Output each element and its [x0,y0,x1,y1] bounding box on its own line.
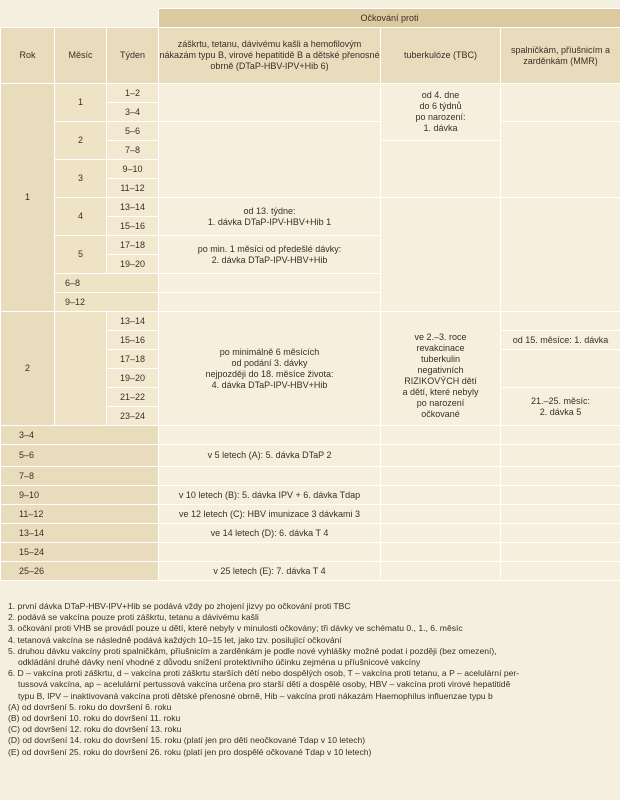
mmr-cell [501,562,620,581]
mmr-cell [501,84,620,122]
week-cell: 11–12 [107,179,159,198]
year-1: 1 [1,84,55,312]
week-cell: 17–18 [107,350,159,369]
tbc-cell [381,505,501,524]
footnotes [8,601,612,758]
year-2: 2 [1,312,55,426]
mmr-cell [501,505,620,524]
mmr-cell [501,122,620,198]
dtap-cell [159,426,381,445]
tbc-cell [381,543,501,562]
year-range: 7–8 [1,467,159,486]
footnote: 4. tetanová vakcína se následně podává každých 10–15 let, jako tzv. posilující očkování [8,634,342,645]
year-range: 3–4 [1,426,159,445]
year-range: 15–24 [1,543,159,562]
footnote: (D) od dovršení 14. roku do dovršení 15. roku (platí jen pro děti neočkované Tdap v 10 letech) [8,735,366,746]
dtap-cell [159,274,381,293]
footnote: (E) od dovršení 25. roku do dovršení 26. roku (platí jen pro dospělé očkované Tdap v 10 letech) [8,746,372,757]
tbc-first-dose: od 4. dne do 6 týdnů po narození: 1. dávka [381,84,501,141]
week-cell: 13–14 [107,198,159,217]
footnote: (B) od dovršení 10. roku do dovršení 11. roku [8,713,181,724]
footnote: typu B, IPV – inaktivovaná vakcína proti dětské přenosné obrně, Hib – vakcína proti nákazám Haemophilus influenzae typu b [18,690,493,701]
footnote: (A) od dovršení 5. roku do dovršení 6. roku [8,701,172,712]
year-range: 25–26 [1,562,159,581]
dtap-cell [159,543,381,562]
year-range: 13–14 [1,524,159,543]
week-cell: 15–16 [107,331,159,350]
tetanus-seventh-dose: v 25 letech (E): 7. dávka T 4 [159,562,381,581]
tbc-cell [381,198,501,312]
year-range: 9–10 [1,486,159,505]
tbc-cell [381,141,501,198]
col-dtap: záškrtu, tetanu, dávivému kašli a hemofilovým nákazám typu B, virové hepatitidě B a dětské přenosné obrně (DTaP-HBV-IPV+Hib 6) [159,28,381,84]
footnote: 1. první dávka DTaP-HBV-IPV+Hib se podává vždy po zhojení jizvy po očkování proti TBC [8,601,351,611]
week-cell: 23–24 [107,407,159,426]
ipv-tdap-dose: v 10 letech (B): 5. dávka IPV + 6. dávka Tdap [159,486,381,505]
year-range: 11–12 [1,505,159,524]
month-2: 2 [55,122,107,160]
dtap-cell [159,84,381,122]
week-cell: 9–10 [107,160,159,179]
col-rok: Rok [1,28,55,84]
footnote: 2. podává se vakcína pouze proti záškrtu, tetanu a dávivému kašli [8,612,259,623]
col-mesic: Měsíc [55,28,107,84]
mmr-cell [501,467,620,486]
month-5: 5 [55,236,107,274]
mmr-cell [501,543,620,562]
year-range: 5–6 [1,445,159,467]
col-mmr: spalničkám, příušnicím a zarděnkám (MMR) [501,28,620,84]
tbc-cell [381,524,501,543]
dtap-first-dose: od 13. týdne: 1. dávka DTaP-IPV-HBV+Hib 1 [159,198,381,236]
week-cell: 13–14 [107,312,159,331]
header-corner [1,9,159,28]
month-blank [55,312,107,426]
week-cell: 19–20 [107,255,159,274]
month-3: 3 [55,160,107,198]
mmr-cell [501,426,620,445]
dtap-cell [159,293,381,312]
dtap-cell [159,467,381,486]
dtap-second-dose: po min. 1 měsíci od předešlé dávky: 2. dávka DTaP-IPV-HBV+Hib [159,236,381,274]
dtap-cell [159,122,381,198]
week-cell: 21–22 [107,388,159,407]
tbc-cell [381,426,501,445]
dtap-fourth-dose: po minimálně 6 měsících od podání 3. dávky nejpozději do 18. měsíce života: 4. dávka DTaP-IPV-HBV+Hib [159,312,381,426]
dtap-fifth-dose: v 5 letech (A): 5. dávka DTaP 2 [159,445,381,467]
month-range: 9–12 [55,293,159,312]
month-1: 1 [55,84,107,122]
week-cell: 5–6 [107,122,159,141]
mmr-cell [501,524,620,543]
col-tyden: Týden [107,28,159,84]
mmr-second-dose: 21.–25. měsíc: 2. dávka 5 [501,388,620,426]
mmr-cell [501,198,620,312]
footnote: odkládání druhé dávky není vhodné z důvodu snížení protektivního účinku zejména u příušnicové vakcíny [18,657,421,668]
tbc-cell [381,445,501,467]
mmr-cell [501,350,620,388]
footnote: 5. druhou dávku vakcíny proti spalničkám, příušnicím a zarděnkám je podle nové vyhlášky možné podat i později (bez omezení), [8,645,497,656]
tbc-revaccination: ve 2.–3. roce revakcinace tuberkulin negativních RIZIKOVÝCH dětí a dětí, které nebyly po narození očkované [381,312,501,426]
week-cell: 7–8 [107,141,159,160]
tetanus-sixth-dose: ve 14 letech (D): 6. dávka T 4 [159,524,381,543]
tbc-cell [381,562,501,581]
footnote: 3. očkování proti VHB se provádí pouze u dětí, které nebyly v minulosti očkovány; tři dávky ve schématu 0., 1., 6. měsíc [8,623,463,634]
tbc-cell [381,486,501,505]
week-cell: 17–18 [107,236,159,255]
table-title: Očkování proti [159,9,620,28]
month-range: 6–8 [55,274,159,293]
footnote: 6. D – vakcína proti záškrtu, d – vakcína proti záškrtu starších dětí nebo dospělých osob, T – vakcína proti tetanu, a P – acelulární per- [8,668,520,679]
mmr-cell [501,312,620,331]
tbc-cell [381,467,501,486]
week-cell: 19–20 [107,369,159,388]
hbv-immunization: ve 12 letech (C): HBV imunizace 3 dávkami 3 [159,505,381,524]
week-cell: 15–16 [107,217,159,236]
mmr-cell [501,486,620,505]
mmr-first-dose: od 15. měsíce: 1. dávka [501,331,620,350]
month-4: 4 [55,198,107,236]
week-cell: 3–4 [107,103,159,122]
footnote: (C) od dovršení 12. roku do dovršení 13. roku [8,724,182,735]
col-tbc: tuberkulóze (TBC) [381,28,501,84]
footnote: tussová vakcína, ap – acelulární pertussová vakcína určena pro starší děti a dospělé osoby, HBV – vakcína proti virové hepatitidě [18,679,511,690]
mmr-cell [501,445,620,467]
week-cell: 1–2 [107,84,159,103]
vaccination-schedule-table [0,8,620,581]
